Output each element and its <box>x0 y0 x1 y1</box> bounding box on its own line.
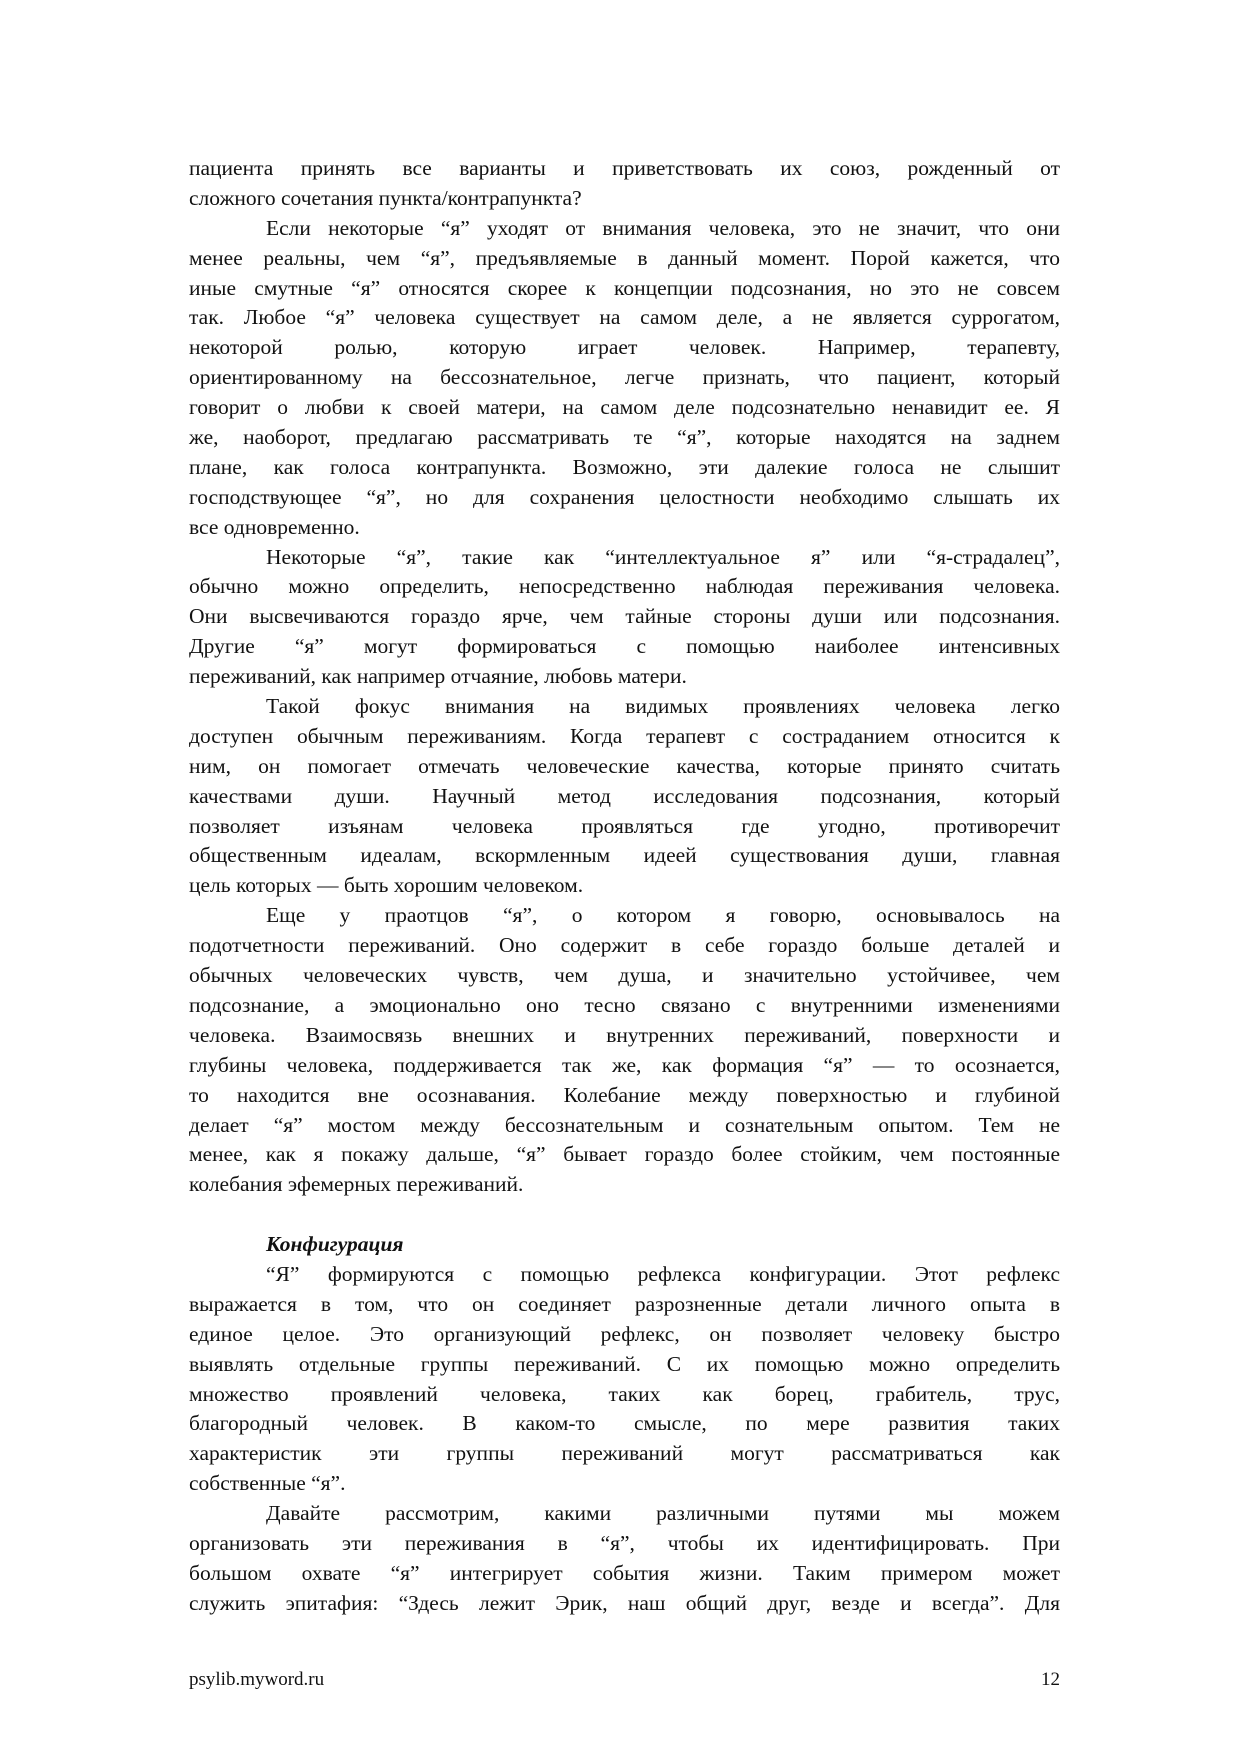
text-line: организовать эти переживания в “я”, чтобы их идентифицировать. При <box>189 1530 1060 1555</box>
text-line: глубины человека, поддерживается так же, как формация “я” — то осознается, <box>189 1052 1060 1077</box>
text-line: Они высвечиваются гораздо ярче, чем тайные стороны души или подсознания. <box>189 604 1060 629</box>
paragraph <box>189 214 1060 543</box>
text-line: доступен обычным переживаниям. Когда терапевт с состраданием относится к <box>189 723 1060 748</box>
text-line: же, наоборот, предлагаю рассматривать те “я”, которые находятся на заднем <box>189 425 1060 450</box>
text-line: пациента принять все варианты и приветствовать их союз, рожденный от <box>189 156 1060 180</box>
text-line: обычно можно определить, непосредственно наблюдая переживания человека. <box>189 574 1060 599</box>
text-line: общественным идеалам, вскормленным идеей существования души, главная <box>189 843 1060 868</box>
text-line: все одновременно. <box>189 514 360 539</box>
text-line: собственные “я”. <box>189 1471 346 1496</box>
text-line: сложного сочетания пункта/контрапункта? <box>189 185 582 210</box>
text-line: некоторой ролью, которую играет человек. Например, терапевту, <box>189 335 1060 360</box>
text-line: Такой фокус внимания на видимых проявлениях человека легко <box>266 694 1060 719</box>
text-line: колебания эфемерных переживаний. <box>189 1172 524 1197</box>
text-line: иные смутные “я” относятся скорее к концепции подсознания, но это не совсем <box>189 275 1060 300</box>
text-line: характеристик эти группы переживаний могут рассматриваться как <box>189 1441 1060 1466</box>
paragraph <box>189 543 1060 692</box>
text-line: подотчетности переживаний. Оно содержит в себе гораздо больше деталей и <box>189 933 1060 958</box>
footer-site: psylib.myword.ru <box>189 1669 325 1690</box>
text-line: так. Любое “я” человека существует на самом деле, а не является суррогатом, <box>189 305 1060 330</box>
text-line: говорит о любви к своей матери, на самом деле подсознательно ненавидит ее. Я <box>189 395 1060 420</box>
paragraph <box>189 901 1060 1200</box>
text-line: выражается в том, что он соединяет разрозненные детали личного опыта в <box>189 1291 1060 1316</box>
text-line: единое целое. Это организующий рефлекс, он позволяет человеку быстро <box>189 1321 1060 1346</box>
text-line: обычных человеческих чувств, чем душа, и значительно устойчивее, чем <box>189 963 1060 988</box>
text-line: Еще у праотцов “я”, о котором я говорю, основывалось на <box>266 903 1060 928</box>
page-number: 12 <box>1041 1669 1060 1690</box>
paragraph <box>189 1260 1060 1499</box>
text-line: множество проявлений человека, таких как борец, грабитель, трус, <box>189 1381 1060 1406</box>
text-line: позволяет изъянам человека проявляться где угодно, противоречит <box>189 813 1060 838</box>
text-line: делает “я” мостом между бессознательным и сознательным опытом. Тем не <box>189 1112 1060 1137</box>
text-line: человека. Взаимосвязь внешних и внутренних переживаний, поверхности и <box>189 1022 1060 1047</box>
text-line: качествами души. Научный метод исследования подсознания, который <box>189 783 1060 808</box>
text-line: то находится вне осознавания. Колебание между поверхностью и глубиной <box>189 1082 1060 1107</box>
text-line: большом охвате “я” интегрирует события жизни. Таким примером может <box>189 1560 1060 1585</box>
paragraph <box>189 154 1060 214</box>
text-line: цель которых — быть хорошим человеком. <box>189 873 584 898</box>
text-line: “Я” формируются с помощью рефлекса конфигурации. Этот рефлекс <box>266 1261 1060 1286</box>
text-line: ориентированному на бессознательное, легче признать, что пациент, который <box>189 365 1060 390</box>
text-line: Другие “я” могут формироваться с помощью наиболее интенсивных <box>189 634 1060 659</box>
text-line: плане, как голоса контрапункта. Возможно, эти далекие голоса не слышит <box>189 454 1060 479</box>
paragraph <box>189 692 1060 901</box>
text-line: благородный человек. В каком-то смысле, по мере развития таких <box>189 1411 1060 1436</box>
text-line: Давайте рассмотрим, какими различными путями мы можем <box>266 1501 1060 1526</box>
text-line: менее, как я покажу дальше, “я” бывает гораздо более стойким, чем постоянные <box>189 1142 1060 1167</box>
blank-line <box>189 1200 1060 1230</box>
text-line: менее реальны, чем “я”, предъявляемые в данный момент. Порой кажется, что <box>189 245 1060 270</box>
text-line: выявлять отдельные группы переживаний. С их помощью можно определить <box>189 1351 1060 1376</box>
text-line: служить эпитафия: “Здесь лежит Эрик, наш общий друг, везде и всегда”. Для <box>189 1590 1060 1615</box>
text-line: подсознание, а эмоционально оно тесно связано с внутренними изменениями <box>189 992 1060 1017</box>
text-line: господствующее “я”, но для сохранения целостности необходимо слышать их <box>189 484 1060 509</box>
text-line: ним, он помогает отмечать человеческие качества, которые принято считать <box>189 753 1060 778</box>
text-line: Если некоторые “я” уходят от внимания человека, это не значит, что они <box>266 215 1060 240</box>
document-body <box>189 154 1060 1619</box>
paragraph <box>189 1499 1060 1619</box>
text-line: Некоторые “я”, такие как “интеллектуальное я” или “я-страдалец”, <box>266 544 1060 569</box>
section-heading: Конфигурация <box>266 1232 404 1257</box>
text-line: переживаний, как например отчаяние, любовь матери. <box>189 664 687 689</box>
